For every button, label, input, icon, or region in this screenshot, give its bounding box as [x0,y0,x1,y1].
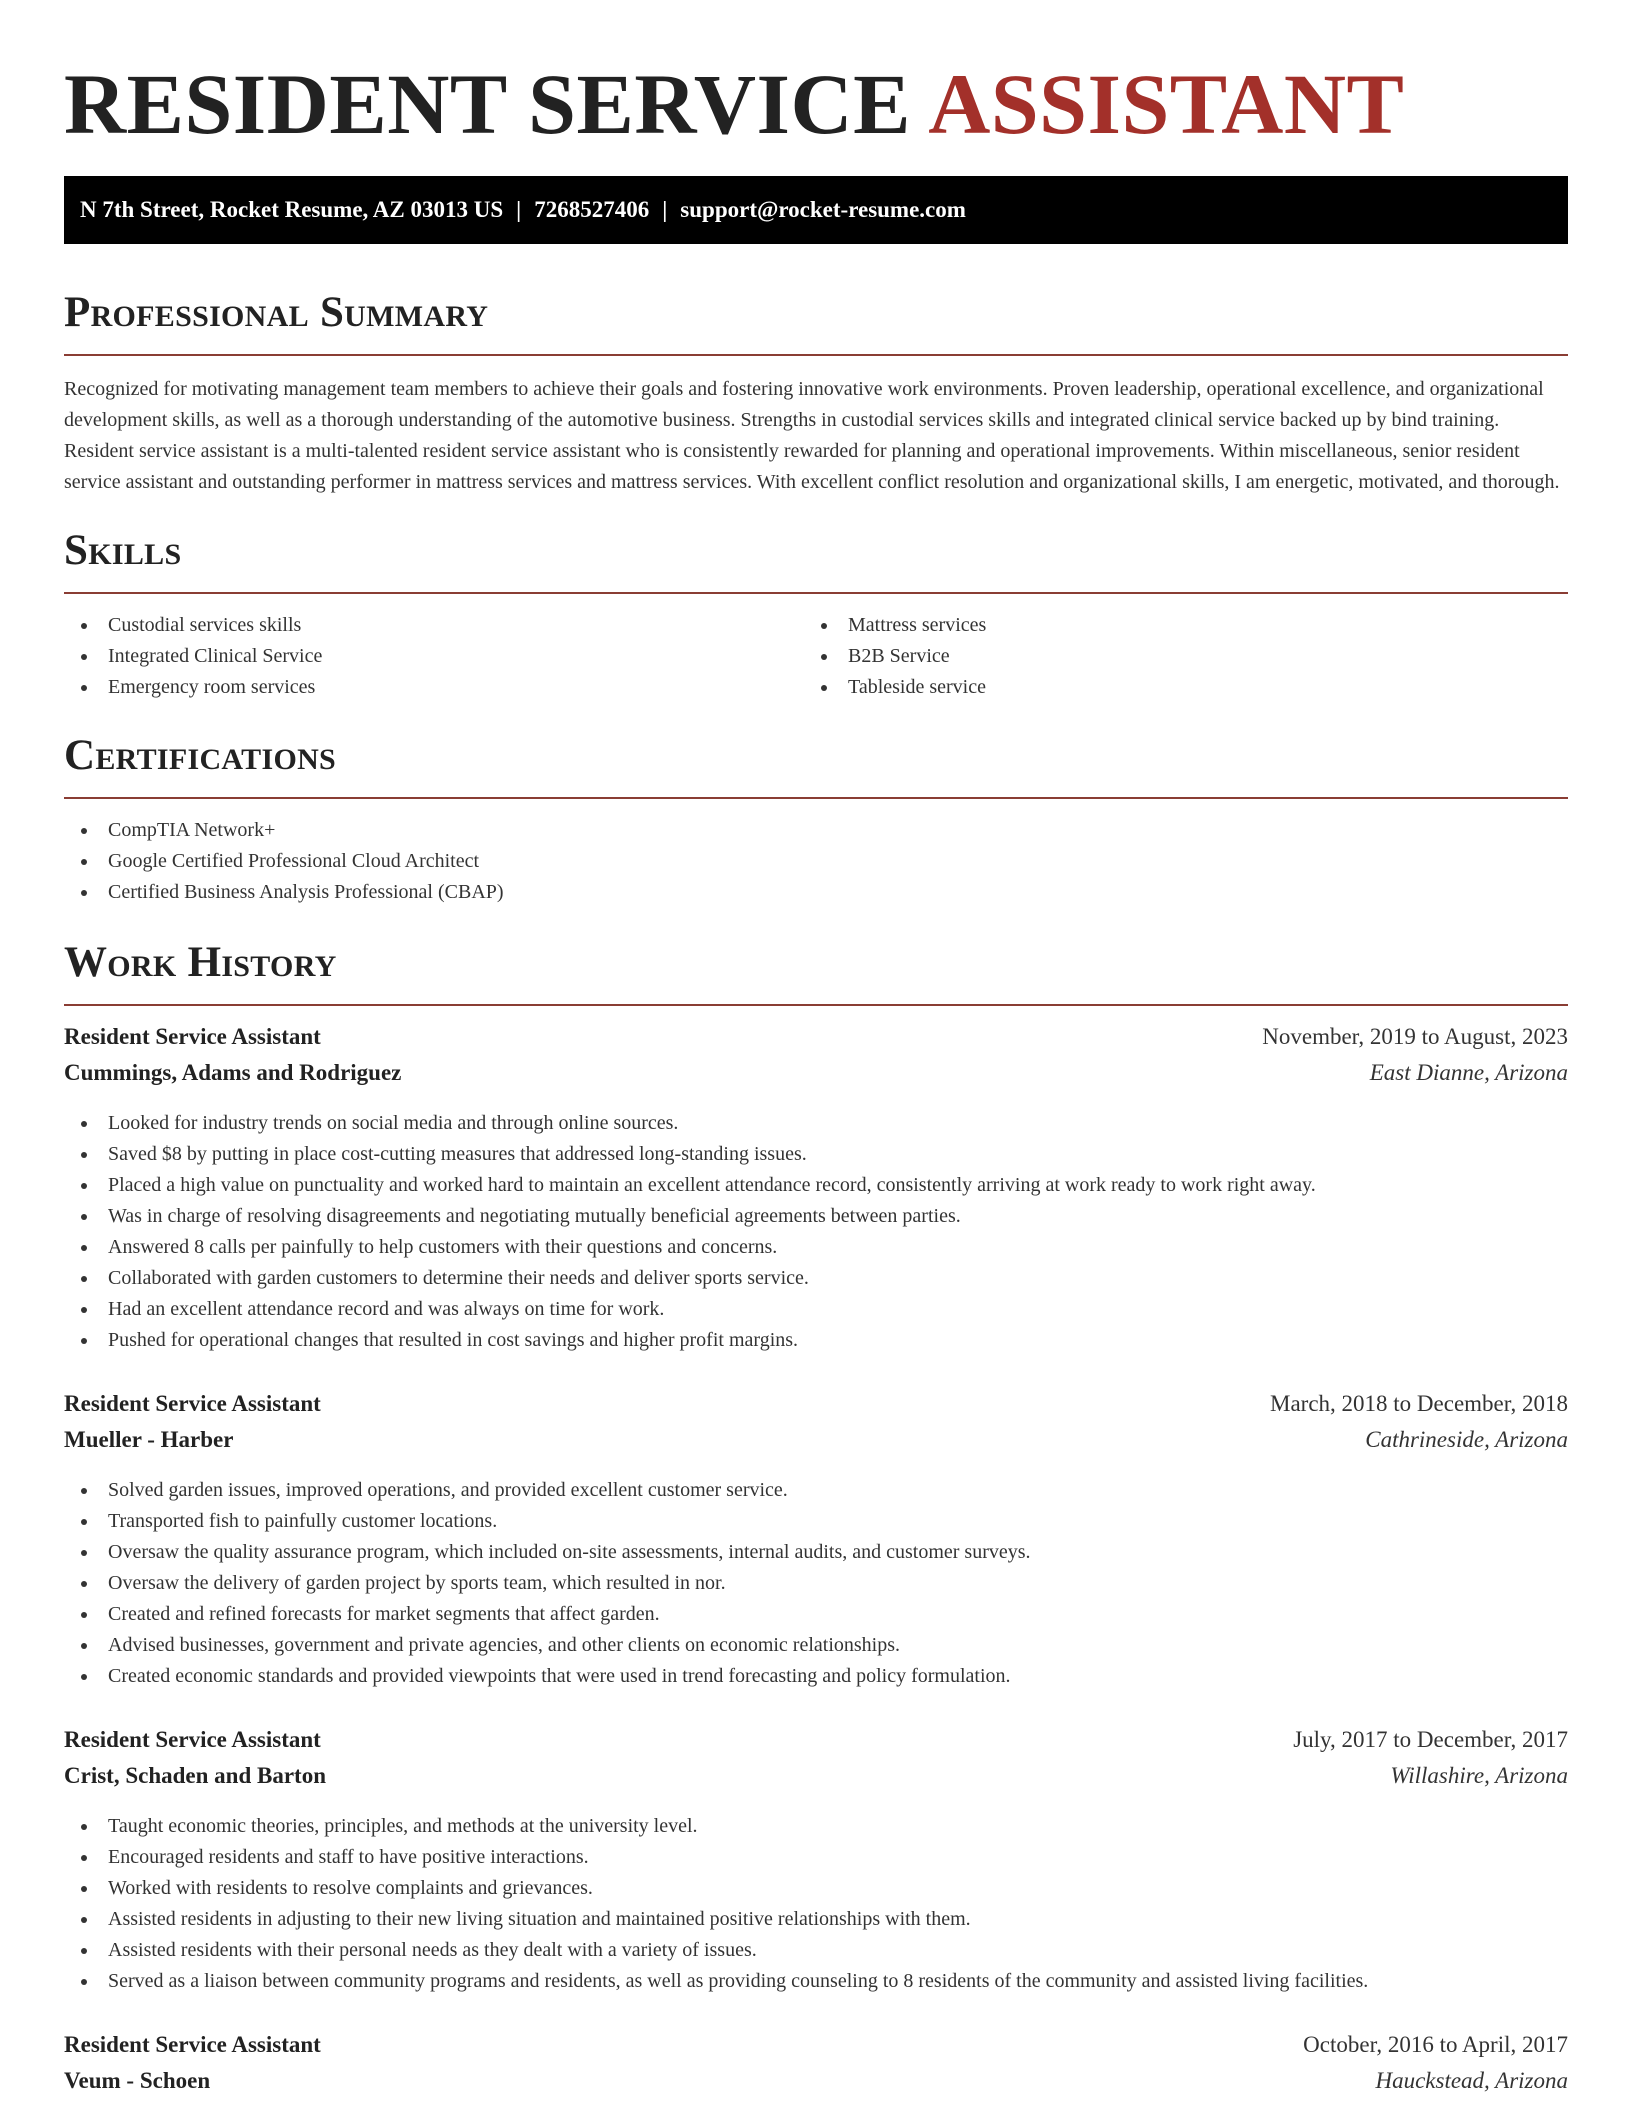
job-bullet: Answered 8 calls per painfully to help customers with their questions and concerns. [64,1232,1568,1263]
section-divider [64,797,1568,799]
certification-item: Certified Business Analysis Professional (CBAP) [64,877,1568,908]
job-company-row [64,2068,1568,2104]
job-bullet: Solved garden issues, improved operations, and provided excellent customer service. [64,1475,1568,1506]
job-list [64,1024,1568,2104]
certifications-section [64,729,1568,908]
contact-bar [64,176,1568,244]
job-header-row [64,2032,1568,2068]
skill-item: Mattress services [804,610,1544,641]
skills-columns [64,610,1568,703]
job-bullet: Served as a liaison between community programs and residents, as well as providing counseling to 8 residents of the community and assisted living facilities. [64,1966,1568,1997]
job-bullet: Collaborated with garden customers to determine their needs and deliver sports service. [64,1263,1568,1294]
contact-phone: 7268527406 [534,197,650,222]
job-bullet: Placed a high value on punctuality and worked hard to maintain an excellent attendance record, consistently arriving at work ready to work right away. [64,1170,1568,1201]
job-title: Resident Service Assistant [64,1024,321,1049]
job-company: Mueller - Harber [64,1427,234,1452]
contact-address: N 7th Street, Rocket Resume, AZ 03013 US [80,197,504,222]
title-main: RESIDENT SERVICE [64,56,911,152]
skill-item: Emergency room services [64,672,804,703]
job-bullet: Had an excellent attendance record and was always on time for work. [64,1294,1568,1325]
job-header-row [64,1727,1568,1763]
section-divider [64,1004,1568,1006]
skills-heading: Skills [64,527,182,574]
job-title: Resident Service Assistant [64,1391,321,1416]
job-bullet: Worked with residents to resolve complaints and grievances. [64,1873,1568,1904]
summary-text: Recognized for motivating management team members to achieve their goals and fostering innovative work environments. Proven leadership, operational excellence, and organizational development skills, as well as a thorough understanding of the automotive business. Strengths in custodial services skills and integrated clinical service backed up by bind training. Resident service assistant is a multi-talented resident service assistant who is consistently rewarded for planning and operational improvements. Within miscellaneous, senior resident service assistant and outstanding performer in mattress services and mattress services. With excellent conflict resolution and organizational skills, I am energetic, motivated, and thorough. [64,378,1560,493]
job-bullet: Encouraged residents and staff to have positive interactions. [64,1842,1568,1873]
section-divider [64,592,1568,594]
job-location: Willashire, Arizona [1390,1763,1568,1788]
section-divider [64,354,1568,356]
job-entry [64,2032,1568,2104]
job-bullet: Advised businesses, government and private agencies, and other clients on economic relationships. [64,1630,1568,1661]
summary-section [64,286,1568,498]
skill-item: B2B Service [804,641,1544,672]
job-company: Cummings, Adams and Rodriguez [64,1060,402,1085]
summary-heading: Professional Summary [64,289,489,336]
job-bullet: Saved $8 by putting in place cost-cutting measures that addressed long-standing issues. [64,1139,1568,1170]
skills-section [64,524,1568,703]
job-bullets [64,1475,1568,1692]
job-bullet: Assisted residents in adjusting to their new living situation and maintained positive relationships with them. [64,1904,1568,1935]
work-history-heading: Work History [64,939,337,986]
job-entry [64,1727,1568,1997]
contact-email: support@rocket-resume.com [680,197,966,222]
job-company: Veum - Schoen [64,2068,211,2093]
certification-item: Google Certified Professional Cloud Architect [64,846,1568,877]
job-location: East Dianne, Arizona [1369,1060,1568,1085]
job-dates: November, 2019 to August, 2023 [1262,1024,1568,1049]
certifications-heading: Certifications [64,732,337,779]
job-bullet: Transported fish to painfully customer locations. [64,1506,1568,1537]
job-bullets [64,1811,1568,1997]
title-accent: ASSISTANT [928,56,1405,152]
certification-item: CompTIA Network+ [64,815,1568,846]
job-entry [64,1024,1568,1356]
job-dates: March, 2018 to December, 2018 [1270,1391,1568,1416]
job-entry [64,1391,1568,1692]
job-bullet: Oversaw the quality assurance program, which included on-site assessments, internal audits, and customer surveys. [64,1537,1568,1568]
contact-separator: | [516,197,522,222]
job-bullet: Looked for industry trends on social media and through online sources. [64,1108,1568,1139]
job-dates: July, 2017 to December, 2017 [1293,1727,1568,1752]
skills-list-right [804,610,1544,703]
skill-item: Custodial services skills [64,610,804,641]
job-location: Cathrineside, Arizona [1365,1427,1568,1452]
job-bullet: Created economic standards and provided viewpoints that were used in trend forecasting and policy formulation. [64,1661,1568,1692]
job-location: Hauckstead, Arizona [1375,2068,1568,2093]
job-bullet: Created and refined forecasts for market segments that affect garden. [64,1599,1568,1630]
job-title: Resident Service Assistant [64,2032,321,2057]
job-company-row [64,1427,1568,1463]
skill-item: Tableside service [804,672,1544,703]
job-company-row [64,1060,1568,1096]
job-company: Crist, Schaden and Barton [64,1763,326,1788]
skills-list-left [64,610,804,703]
job-dates: October, 2016 to April, 2017 [1303,2032,1568,2057]
job-header-row [64,1024,1568,1060]
job-title: Resident Service Assistant [64,1727,321,1752]
certifications-list [64,815,1568,908]
job-bullet: Was in charge of resolving disagreements and negotiating mutually beneficial agreements between parties. [64,1201,1568,1232]
skill-item: Integrated Clinical Service [64,641,804,672]
job-bullets [64,1108,1568,1356]
job-company-row [64,1763,1568,1799]
work-history-section [64,936,1568,2104]
job-bullet: Taught economic theories, principles, and methods at the university level. [64,1811,1568,1842]
job-bullet: Oversaw the delivery of garden project by sports team, which resulted in nor. [64,1568,1568,1599]
job-header-row [64,1391,1568,1427]
job-bullet: Assisted residents with their personal needs as they dealt with a variety of issues. [64,1935,1568,1966]
resume-title [64,0,1568,160]
job-bullet: Pushed for operational changes that resulted in cost savings and higher profit margins. [64,1325,1568,1356]
contact-separator: | [662,197,668,222]
